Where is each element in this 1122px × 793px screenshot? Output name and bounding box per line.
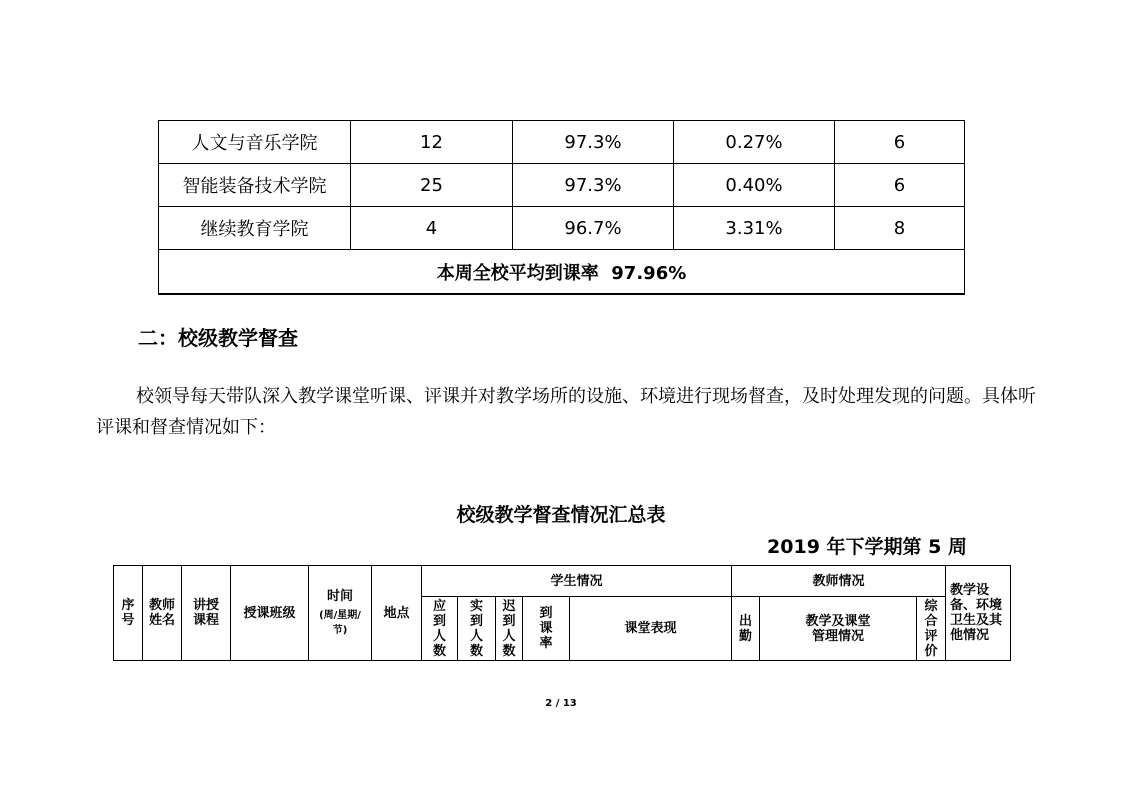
section-heading: 二：校级教学督查 bbox=[138, 326, 298, 350]
table-cell: 12 bbox=[351, 121, 513, 164]
table-row bbox=[159, 121, 965, 164]
header-teacher-name: 教师姓名 bbox=[143, 566, 182, 661]
attendance-table bbox=[158, 120, 965, 295]
header-facilities: 教学设备、环境卫生及其他情况 bbox=[946, 566, 1011, 661]
page-number: 2 / 13 bbox=[545, 698, 577, 709]
college-name: 智能装备技术学院 bbox=[159, 164, 351, 207]
inspection-table-title: 校级教学督查情况汇总表 bbox=[456, 504, 666, 526]
header-expected: 应到人数 bbox=[422, 597, 458, 661]
body-paragraph: 校领导每天带队深入教学课堂听课、评课并对教学场所的设施、环境进行现场督查，及时处理发现的问题。具体听评课和督查情况如下： bbox=[96, 386, 1036, 438]
header-seq: 序号 bbox=[114, 566, 143, 661]
table-cell: 6 bbox=[835, 164, 965, 207]
average-row bbox=[159, 250, 965, 295]
header-performance: 课堂表现 bbox=[570, 597, 732, 661]
header-teacher-group: 教师情况 bbox=[732, 566, 946, 597]
header-rate: 到课率 bbox=[523, 597, 570, 661]
college-name: 继续教育学院 bbox=[159, 207, 351, 250]
table-cell: 4 bbox=[351, 207, 513, 250]
average-value: 97.96% bbox=[611, 262, 687, 284]
table-cell: 8 bbox=[835, 207, 965, 250]
header-overall: 综合评价 bbox=[917, 597, 946, 661]
table-row bbox=[159, 164, 965, 207]
header-time bbox=[309, 566, 372, 661]
table-cell: 97.3% bbox=[513, 121, 674, 164]
table-cell: 6 bbox=[835, 121, 965, 164]
header-course: 讲授课程 bbox=[182, 566, 231, 661]
average-cell bbox=[159, 250, 965, 295]
inspection-week: 2019 年下学期第 5 周 bbox=[767, 536, 967, 558]
table-cell: 3.31% bbox=[674, 207, 835, 250]
table-cell: 0.27% bbox=[674, 121, 835, 164]
header-time-sub: (周/星期/节) bbox=[319, 609, 361, 636]
table-row bbox=[159, 207, 965, 250]
table-cell: 25 bbox=[351, 164, 513, 207]
header-class: 授课班级 bbox=[231, 566, 309, 661]
header-actual: 实到人数 bbox=[458, 597, 496, 661]
inspection-table bbox=[113, 565, 1011, 661]
header-time-label: 时间 bbox=[326, 588, 353, 604]
header-attendance: 出勤 bbox=[732, 597, 760, 661]
header-student-group: 学生情况 bbox=[422, 566, 732, 597]
table-cell: 0.40% bbox=[674, 164, 835, 207]
average-label: 本周全校平均到课率 bbox=[436, 262, 599, 284]
header-location: 地点 bbox=[372, 566, 422, 661]
table-cell: 97.3% bbox=[513, 164, 674, 207]
header-management: 教学及课堂管理情况 bbox=[760, 597, 917, 661]
header-late: 迟到人数 bbox=[496, 597, 523, 661]
college-name: 人文与音乐学院 bbox=[159, 121, 351, 164]
table-cell: 96.7% bbox=[513, 207, 674, 250]
header-row bbox=[114, 566, 1011, 597]
